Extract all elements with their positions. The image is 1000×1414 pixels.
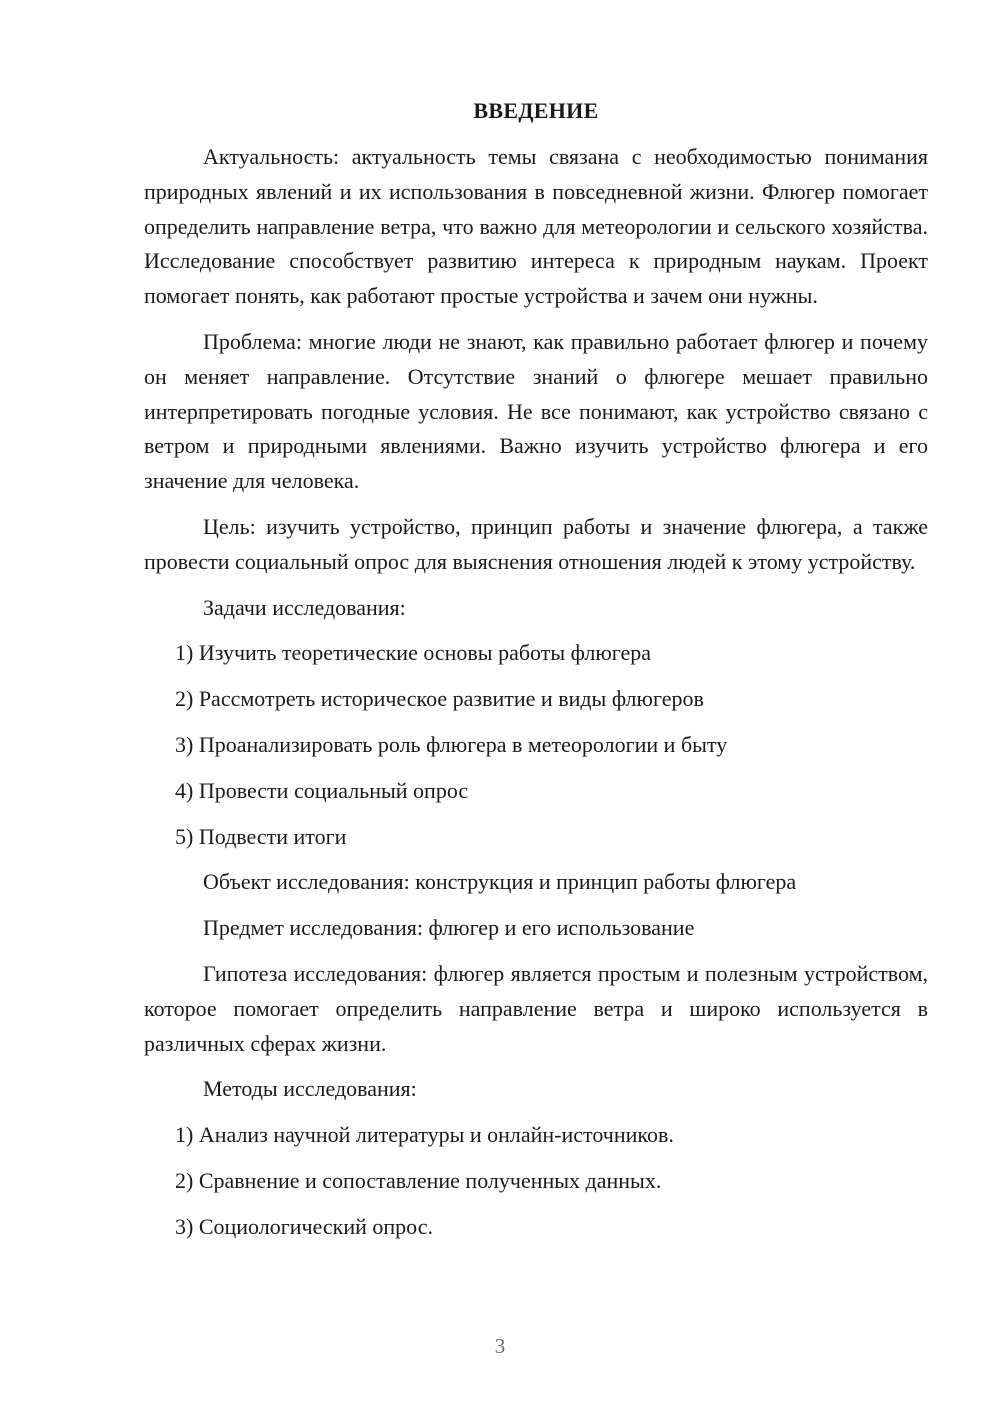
page-number: 3 [494, 1334, 506, 1358]
task-item: 5) Подвести итоги [175, 823, 347, 849]
methods-list [144, 1118, 928, 1244]
problem-paragraph: Проблема: многие люди не знают, как правильно работает флюгер и почему он меняет направление. Отсутствие знаний о флюгере мешает правильно интерпретировать погодные условия. Не все понимают, как устройство связано с ветром и природными явлениями. Важно изучить устройство флюгера и его значение для человека. [144, 328, 928, 494]
relevance-paragraph: Актуальность: актуальность темы связана с необходимостью понимания природных явлений и их использования в повседневной жизни. Флюгер помогает определить направление ветра, что важно для метеорологии и сельского хозяйства. Исследование способствует развитию интереса к природным наукам. Проект помогает понять, как работают простые устройства и зачем они нужны. [144, 144, 928, 309]
tasks-list [144, 636, 928, 854]
task-item: 2) Рассмотреть историческое развитие и виды флюгеров [175, 686, 704, 712]
research-object: Объект исследования: конструкция и принцип работы флюгера [203, 869, 797, 895]
methods-heading: Методы исследования: [203, 1076, 417, 1102]
task-item: 4) Провести социальный опрос [175, 777, 469, 803]
document-page [144, 96, 928, 1256]
goal-paragraph: Цель: изучить устройство, принцип работы и значение флюгера, а также провести социальный опрос для выяснения отношения людей к этому устройству. [144, 513, 928, 574]
task-item: 1) Изучить теоретические основы работы флюгера [175, 640, 652, 666]
method-item: 2) Сравнение и сопоставление полученных данных. [175, 1167, 662, 1193]
research-subject: Предмет исследования: флюгер и его использование [203, 915, 695, 941]
tasks-heading: Задачи исследования: [203, 594, 406, 620]
method-item: 1) Анализ научной литературы и онлайн-источников. [175, 1122, 674, 1148]
method-item: 3) Социологический опрос. [175, 1213, 433, 1239]
page-title: ВВЕДЕНИЕ [473, 98, 599, 123]
hypothesis-paragraph: Гипотеза исследования: флюгер является простым и полезным устройством, которое помогает определить направление ветра и широко используется в различных сферах жизни. [144, 960, 928, 1056]
task-item: 3) Проанализировать роль флюгера в метеорологии и быту [175, 731, 728, 757]
